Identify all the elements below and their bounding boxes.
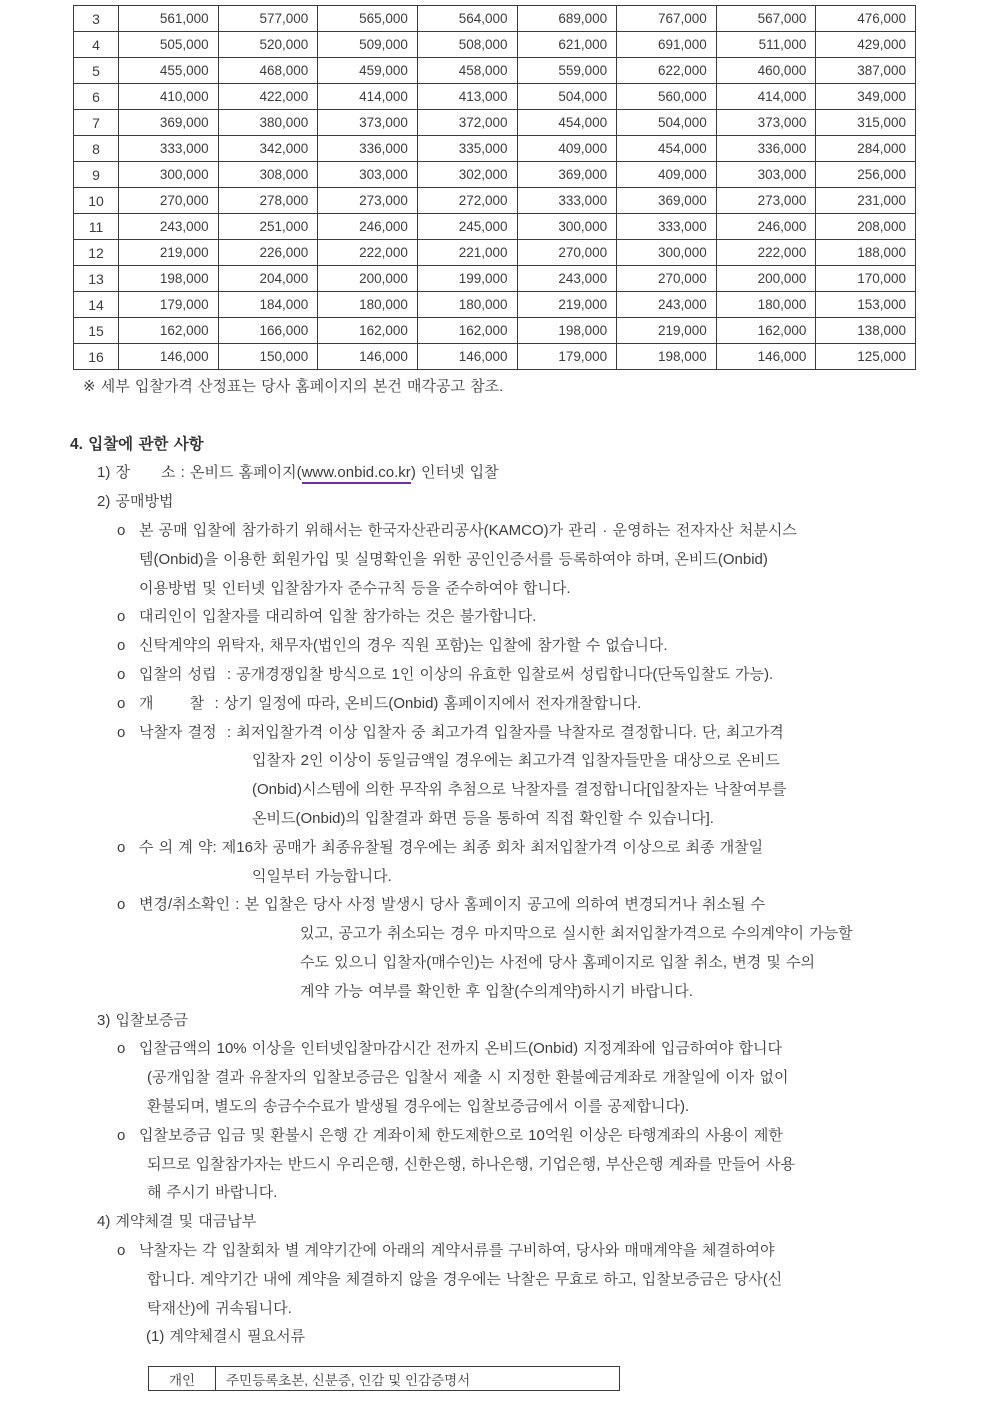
price-cell: 162,000	[417, 318, 517, 344]
doc-line	[0, 1093, 992, 1122]
doc-line	[0, 805, 992, 834]
price-cell: 454,000	[517, 110, 617, 136]
doc-line	[0, 661, 992, 690]
round-number-cell: 16	[74, 344, 119, 370]
price-cell: 577,000	[218, 6, 318, 32]
price-cell: 303,000	[318, 162, 418, 188]
price-cell: 180,000	[318, 292, 418, 318]
doc-line	[0, 1035, 992, 1064]
price-cell: 180,000	[716, 292, 816, 318]
bullet-marker: o	[117, 838, 126, 856]
doc-text: 해 주시기 바랍니다.	[147, 1184, 278, 1202]
doc-text: 계약 가능 여부를 확인한 후 입찰(수의계약)하시기 바랍니다.	[300, 982, 693, 1000]
price-cell: 162,000	[318, 318, 418, 344]
price-cell: 564,000	[417, 6, 517, 32]
bullet-marker: o	[117, 694, 126, 712]
bullet-marker: o	[117, 637, 126, 655]
price-cell: 198,000	[517, 318, 617, 344]
doc-text: (공개입찰 결과 유찰자의 입찰보증금은 입찰서 제출 시 지정한 환불예금계좌로 개찰일에 이자 없이	[147, 1069, 789, 1087]
bullet-marker: o	[117, 521, 126, 539]
price-cell: 219,000	[119, 240, 219, 266]
price-cell: 166,000	[218, 318, 318, 344]
doc-text: 온비드(Onbid)의 입찰결과 화면 등을 통하여 직접 확인할 수 있습니다].	[252, 809, 714, 827]
doc-line	[0, 747, 992, 776]
bullet-marker: o	[117, 1126, 126, 1144]
price-cell: 146,000	[119, 344, 219, 370]
price-cell: 409,000	[617, 162, 717, 188]
price-table-row	[74, 162, 916, 188]
price-cell: 336,000	[716, 136, 816, 162]
doc-text: 낙찰자는 각 입찰회차 별 계약기간에 아래의 계약서류를 구비하여, 당사와 매매계약을 체결하여야	[139, 1241, 775, 1259]
round-number-cell: 15	[74, 318, 119, 344]
price-cell: 315,000	[816, 110, 916, 136]
price-cell: 300,000	[617, 240, 717, 266]
bid-price-table	[73, 5, 916, 370]
price-cell: 567,000	[716, 6, 816, 32]
price-cell: 333,000	[617, 214, 717, 240]
doc-text: 입찰금액의 10% 이상을 인터넷입찰마감시간 전까지 온비드(Onbid) 지정계좌에 입금하여야 합니다	[139, 1040, 783, 1058]
price-cell: 270,000	[617, 266, 717, 292]
doc-text: 입찰보증금 입금 및 환불시 은행 간 계좌이체 한도제한으로 10억원 이상은 타행계좌의 사용이 제한	[139, 1126, 783, 1144]
doc-line	[0, 776, 992, 805]
price-cell: 410,000	[119, 84, 219, 110]
price-cell: 146,000	[716, 344, 816, 370]
price-cell: 226,000	[218, 240, 318, 266]
doc-line	[0, 603, 992, 632]
price-cell: 231,000	[816, 188, 916, 214]
price-cell: 278,000	[218, 188, 318, 214]
price-cell: 125,000	[816, 344, 916, 370]
price-cell: 179,000	[517, 344, 617, 370]
doc-text: 탁재산)에 귀속됩니다.	[147, 1299, 292, 1317]
doc-text: 신탁계약의 위탁자, 채무자(법인의 경우 직원 포함)는 입찰에 참가할 수 없습니다.	[139, 637, 668, 655]
price-table-row	[74, 136, 916, 162]
price-cell: 336,000	[318, 136, 418, 162]
doc-line	[0, 891, 992, 920]
round-number-cell: 11	[74, 214, 119, 240]
price-cell: 273,000	[716, 188, 816, 214]
doc-text: (1) 계약체결시 필요서류	[146, 1328, 306, 1346]
price-cell: 256,000	[816, 162, 916, 188]
doc-text: 2) 공매방법	[97, 493, 174, 511]
price-cell: 245,000	[417, 214, 517, 240]
doc-line	[0, 1323, 992, 1352]
price-cell: 243,000	[617, 292, 717, 318]
price-cell: 333,000	[517, 188, 617, 214]
price-table-row	[74, 318, 916, 344]
bullet-marker: o	[117, 608, 126, 626]
doc-line	[0, 488, 992, 517]
price-cell: 409,000	[517, 136, 617, 162]
doc-line	[0, 1179, 992, 1208]
price-table-row	[74, 266, 916, 292]
doc-text: 변경/취소확인 : 본 입찰은 당사 사정 발생시 당사 홈페이지 공고에 의하여 변경되거나 취소될 수	[139, 896, 766, 914]
doc-text: ※ 세부 입찰가격 산정표는 당사 홈페이지의 본건 매각공고 참조.	[83, 378, 504, 395]
round-number-cell: 8	[74, 136, 119, 162]
price-cell: 243,000	[119, 214, 219, 240]
price-cell: 414,000	[318, 84, 418, 110]
doc-line	[0, 1064, 992, 1093]
round-number-cell: 3	[74, 6, 119, 32]
price-table-row	[74, 32, 916, 58]
bullet-marker: o	[117, 1241, 126, 1259]
bullet-marker: o	[117, 1040, 126, 1058]
doc-line	[0, 575, 992, 604]
price-cell: 208,000	[816, 214, 916, 240]
price-cell: 504,000	[517, 84, 617, 110]
round-number-cell: 6	[74, 84, 119, 110]
price-cell: 622,000	[617, 58, 717, 84]
doc-text: 4. 입찰에 관한 사항	[70, 435, 204, 453]
price-cell: 520,000	[218, 32, 318, 58]
doc-text	[0, 407, 5, 424]
price-cell: 246,000	[318, 214, 418, 240]
price-cell: 146,000	[417, 344, 517, 370]
doc-line	[0, 690, 992, 719]
price-cell: 184,000	[218, 292, 318, 318]
price-cell: 504,000	[617, 110, 717, 136]
price-cell: 180,000	[417, 292, 517, 318]
bullet-marker: o	[117, 665, 126, 683]
doc-line	[0, 719, 992, 748]
price-cell: 300,000	[517, 214, 617, 240]
doc-text: (Onbid)시스템에 의한 무작위 추첨으로 낙찰자를 결정합니다[입찰자는 낙찰여부를	[252, 781, 787, 799]
price-cell: 559,000	[517, 58, 617, 84]
price-cell: 369,000	[119, 110, 219, 136]
doc-text: 4) 계약체결 및 대금납부	[97, 1213, 257, 1231]
price-cell: 162,000	[716, 318, 816, 344]
price-cell: 689,000	[517, 6, 617, 32]
price-cell: 413,000	[417, 84, 517, 110]
price-cell: 422,000	[218, 84, 318, 110]
doc-line	[0, 517, 992, 546]
doc-text: 수도 있으니 입찰자(매수인)는 사전에 당사 홈페이지로 입찰 취소, 변경 및 수의	[300, 953, 816, 971]
round-number-cell: 10	[74, 188, 119, 214]
req-type-cell: 개인	[149, 1367, 216, 1391]
round-number-cell: 13	[74, 266, 119, 292]
price-cell: 369,000	[617, 188, 717, 214]
price-cell: 308,000	[218, 162, 318, 188]
round-number-cell: 14	[74, 292, 119, 318]
doc-line	[0, 546, 992, 575]
doc-text: 1) 장 소 : 온비드 홈페이지(	[97, 464, 302, 482]
price-cell: 509,000	[318, 32, 418, 58]
bullet-marker: o	[117, 896, 126, 914]
price-cell: 373,000	[318, 110, 418, 136]
price-cell: 460,000	[716, 58, 816, 84]
price-cell: 459,000	[318, 58, 418, 84]
price-cell: 270,000	[517, 240, 617, 266]
price-cell: 219,000	[517, 292, 617, 318]
price-cell: 380,000	[218, 110, 318, 136]
req-table-row	[149, 1367, 620, 1391]
doc-text: 되므로 입찰참가자는 반드시 우리은행, 신한은행, 하나은행, 기업은행, 부산은행 계좌를 만들어 사용	[147, 1155, 795, 1173]
price-cell: 222,000	[318, 240, 418, 266]
doc-text: 이용방법 및 인터넷 입찰참가자 준수규칙 등을 준수하여야 합니다.	[139, 579, 571, 597]
doc-line	[0, 1007, 992, 1036]
onbid-website-link[interactable]: www.onbid.co.kr	[302, 464, 411, 484]
price-cell: 222,000	[716, 240, 816, 266]
price-cell: 767,000	[617, 6, 717, 32]
price-cell: 188,000	[816, 240, 916, 266]
req-docs-cell: 주민등록초본, 신분증, 인감 및 인감증명서	[216, 1367, 620, 1391]
doc-line	[0, 1237, 992, 1266]
price-cell: 335,000	[417, 136, 517, 162]
price-table-row	[74, 214, 916, 240]
price-table-row	[74, 6, 916, 32]
price-cell: 198,000	[119, 266, 219, 292]
price-cell: 468,000	[218, 58, 318, 84]
price-cell: 621,000	[517, 32, 617, 58]
price-cell: 251,000	[218, 214, 318, 240]
doc-text: 합니다. 계약기간 내에 계약을 체결하지 않을 경우에는 낙찰은 무효로 하고, 입찰보증금은 당사(신	[147, 1270, 783, 1288]
price-cell: 565,000	[318, 6, 418, 32]
price-cell: 246,000	[716, 214, 816, 240]
price-table-row	[74, 292, 916, 318]
price-cell: 303,000	[716, 162, 816, 188]
price-cell: 243,000	[517, 266, 617, 292]
doc-text: 입찰의 성립 : 공개경쟁입찰 방식으로 1인 이상의 유효한 입찰로써 성립합니다(단독입찰도 가능).	[139, 665, 774, 683]
bullet-marker: o	[117, 723, 126, 741]
price-cell: 342,000	[218, 136, 318, 162]
price-table-row	[74, 188, 916, 214]
doc-line	[0, 402, 992, 431]
price-cell: 333,000	[119, 136, 219, 162]
round-number-cell: 12	[74, 240, 119, 266]
doc-line	[0, 459, 992, 488]
price-cell: 349,000	[816, 84, 916, 110]
price-cell: 561,000	[119, 6, 219, 32]
price-cell: 691,000	[617, 32, 717, 58]
doc-text: 환불되며, 별도의 송금수수료가 발생될 경우에는 입찰보증금에서 이를 공제합니다).	[147, 1097, 690, 1115]
price-table-row	[74, 84, 916, 110]
price-cell: 508,000	[417, 32, 517, 58]
doc-text: 있고, 공고가 취소되는 경우 마지막으로 실시한 최저입찰가격으로 수의계약이 가능할	[300, 925, 853, 943]
doc-line	[0, 373, 992, 402]
doc-text: 대리인이 입찰자를 대리하여 입찰 참가하는 것은 불가합니다.	[139, 608, 537, 626]
price-cell: 219,000	[617, 318, 717, 344]
price-cell: 146,000	[318, 344, 418, 370]
doc-text: 본 공매 입찰에 참가하기 위해서는 한국자산관리공사(KAMCO)가 관리 · 운영하는 전자자산 처분시스	[139, 521, 797, 539]
document-body	[0, 373, 992, 1352]
round-number-cell: 5	[74, 58, 119, 84]
doc-text: 입찰자 2인 이상이 동일금액일 경우에는 최고가격 입찰자들만을 대상으로 온비드	[252, 752, 780, 770]
price-cell: 476,000	[816, 6, 916, 32]
doc-text: 낙찰자 결정 : 최저입찰가격 이상 입찰자 중 최고가격 입찰자를 낙찰자로 결정합니다. 단, 최고가격	[139, 723, 784, 741]
price-cell: 454,000	[617, 136, 717, 162]
doc-text: 익일부터 가능합니다.	[252, 867, 392, 885]
doc-line	[0, 632, 992, 661]
doc-text: 개 찰 : 상기 일정에 따라, 온비드(Onbid) 홈페이지에서 전자개찰합니다.	[139, 694, 642, 712]
price-cell: 204,000	[218, 266, 318, 292]
price-cell: 150,000	[218, 344, 318, 370]
price-cell: 272,000	[417, 188, 517, 214]
price-cell: 170,000	[816, 266, 916, 292]
price-table-row	[74, 344, 916, 370]
req-table-body	[149, 1367, 620, 1391]
price-cell: 511,000	[716, 32, 816, 58]
doc-line	[0, 1295, 992, 1324]
price-cell: 153,000	[816, 292, 916, 318]
price-cell: 369,000	[517, 162, 617, 188]
price-cell: 284,000	[816, 136, 916, 162]
doc-line	[0, 1266, 992, 1295]
doc-line	[0, 978, 992, 1007]
price-cell: 458,000	[417, 58, 517, 84]
price-cell: 560,000	[617, 84, 717, 110]
price-cell: 270,000	[119, 188, 219, 214]
price-table-body	[74, 6, 916, 370]
price-cell: 455,000	[119, 58, 219, 84]
doc-line	[0, 1208, 992, 1237]
doc-line	[0, 1151, 992, 1180]
price-cell: 138,000	[816, 318, 916, 344]
price-cell: 373,000	[716, 110, 816, 136]
price-cell: 198,000	[617, 344, 717, 370]
doc-line	[0, 1122, 992, 1151]
round-number-cell: 9	[74, 162, 119, 188]
price-cell: 199,000	[417, 266, 517, 292]
doc-text: 3) 입찰보증금	[97, 1011, 188, 1029]
price-cell: 505,000	[119, 32, 219, 58]
price-table-row	[74, 58, 916, 84]
section-heading	[0, 431, 992, 460]
doc-text: 수 의 계 약: 제16차 공매가 최종유찰될 경우에는 최종 회차 최저입찰가격 이상으로 최종 개찰일	[139, 838, 764, 856]
price-cell: 200,000	[318, 266, 418, 292]
price-cell: 162,000	[119, 318, 219, 344]
price-table-row	[74, 240, 916, 266]
required-documents-table	[148, 1366, 620, 1391]
price-cell: 387,000	[816, 58, 916, 84]
doc-line	[0, 863, 992, 892]
doc-line	[0, 949, 992, 978]
price-cell: 221,000	[417, 240, 517, 266]
price-cell: 300,000	[119, 162, 219, 188]
doc-text: ) 인터넷 입찰	[410, 464, 499, 482]
price-cell: 414,000	[716, 84, 816, 110]
round-number-cell: 4	[74, 32, 119, 58]
price-cell: 429,000	[816, 32, 916, 58]
price-cell: 200,000	[716, 266, 816, 292]
price-cell: 273,000	[318, 188, 418, 214]
doc-line	[0, 834, 992, 863]
price-cell: 372,000	[417, 110, 517, 136]
price-table-row	[74, 110, 916, 136]
price-cell: 179,000	[119, 292, 219, 318]
round-number-cell: 7	[74, 110, 119, 136]
doc-text: 템(Onbid)을 이용한 회원가입 및 실명확인을 위한 공인인증서를 등록하여야 하며, 온비드(Onbid)	[139, 550, 768, 568]
doc-line	[0, 920, 992, 949]
price-cell: 302,000	[417, 162, 517, 188]
